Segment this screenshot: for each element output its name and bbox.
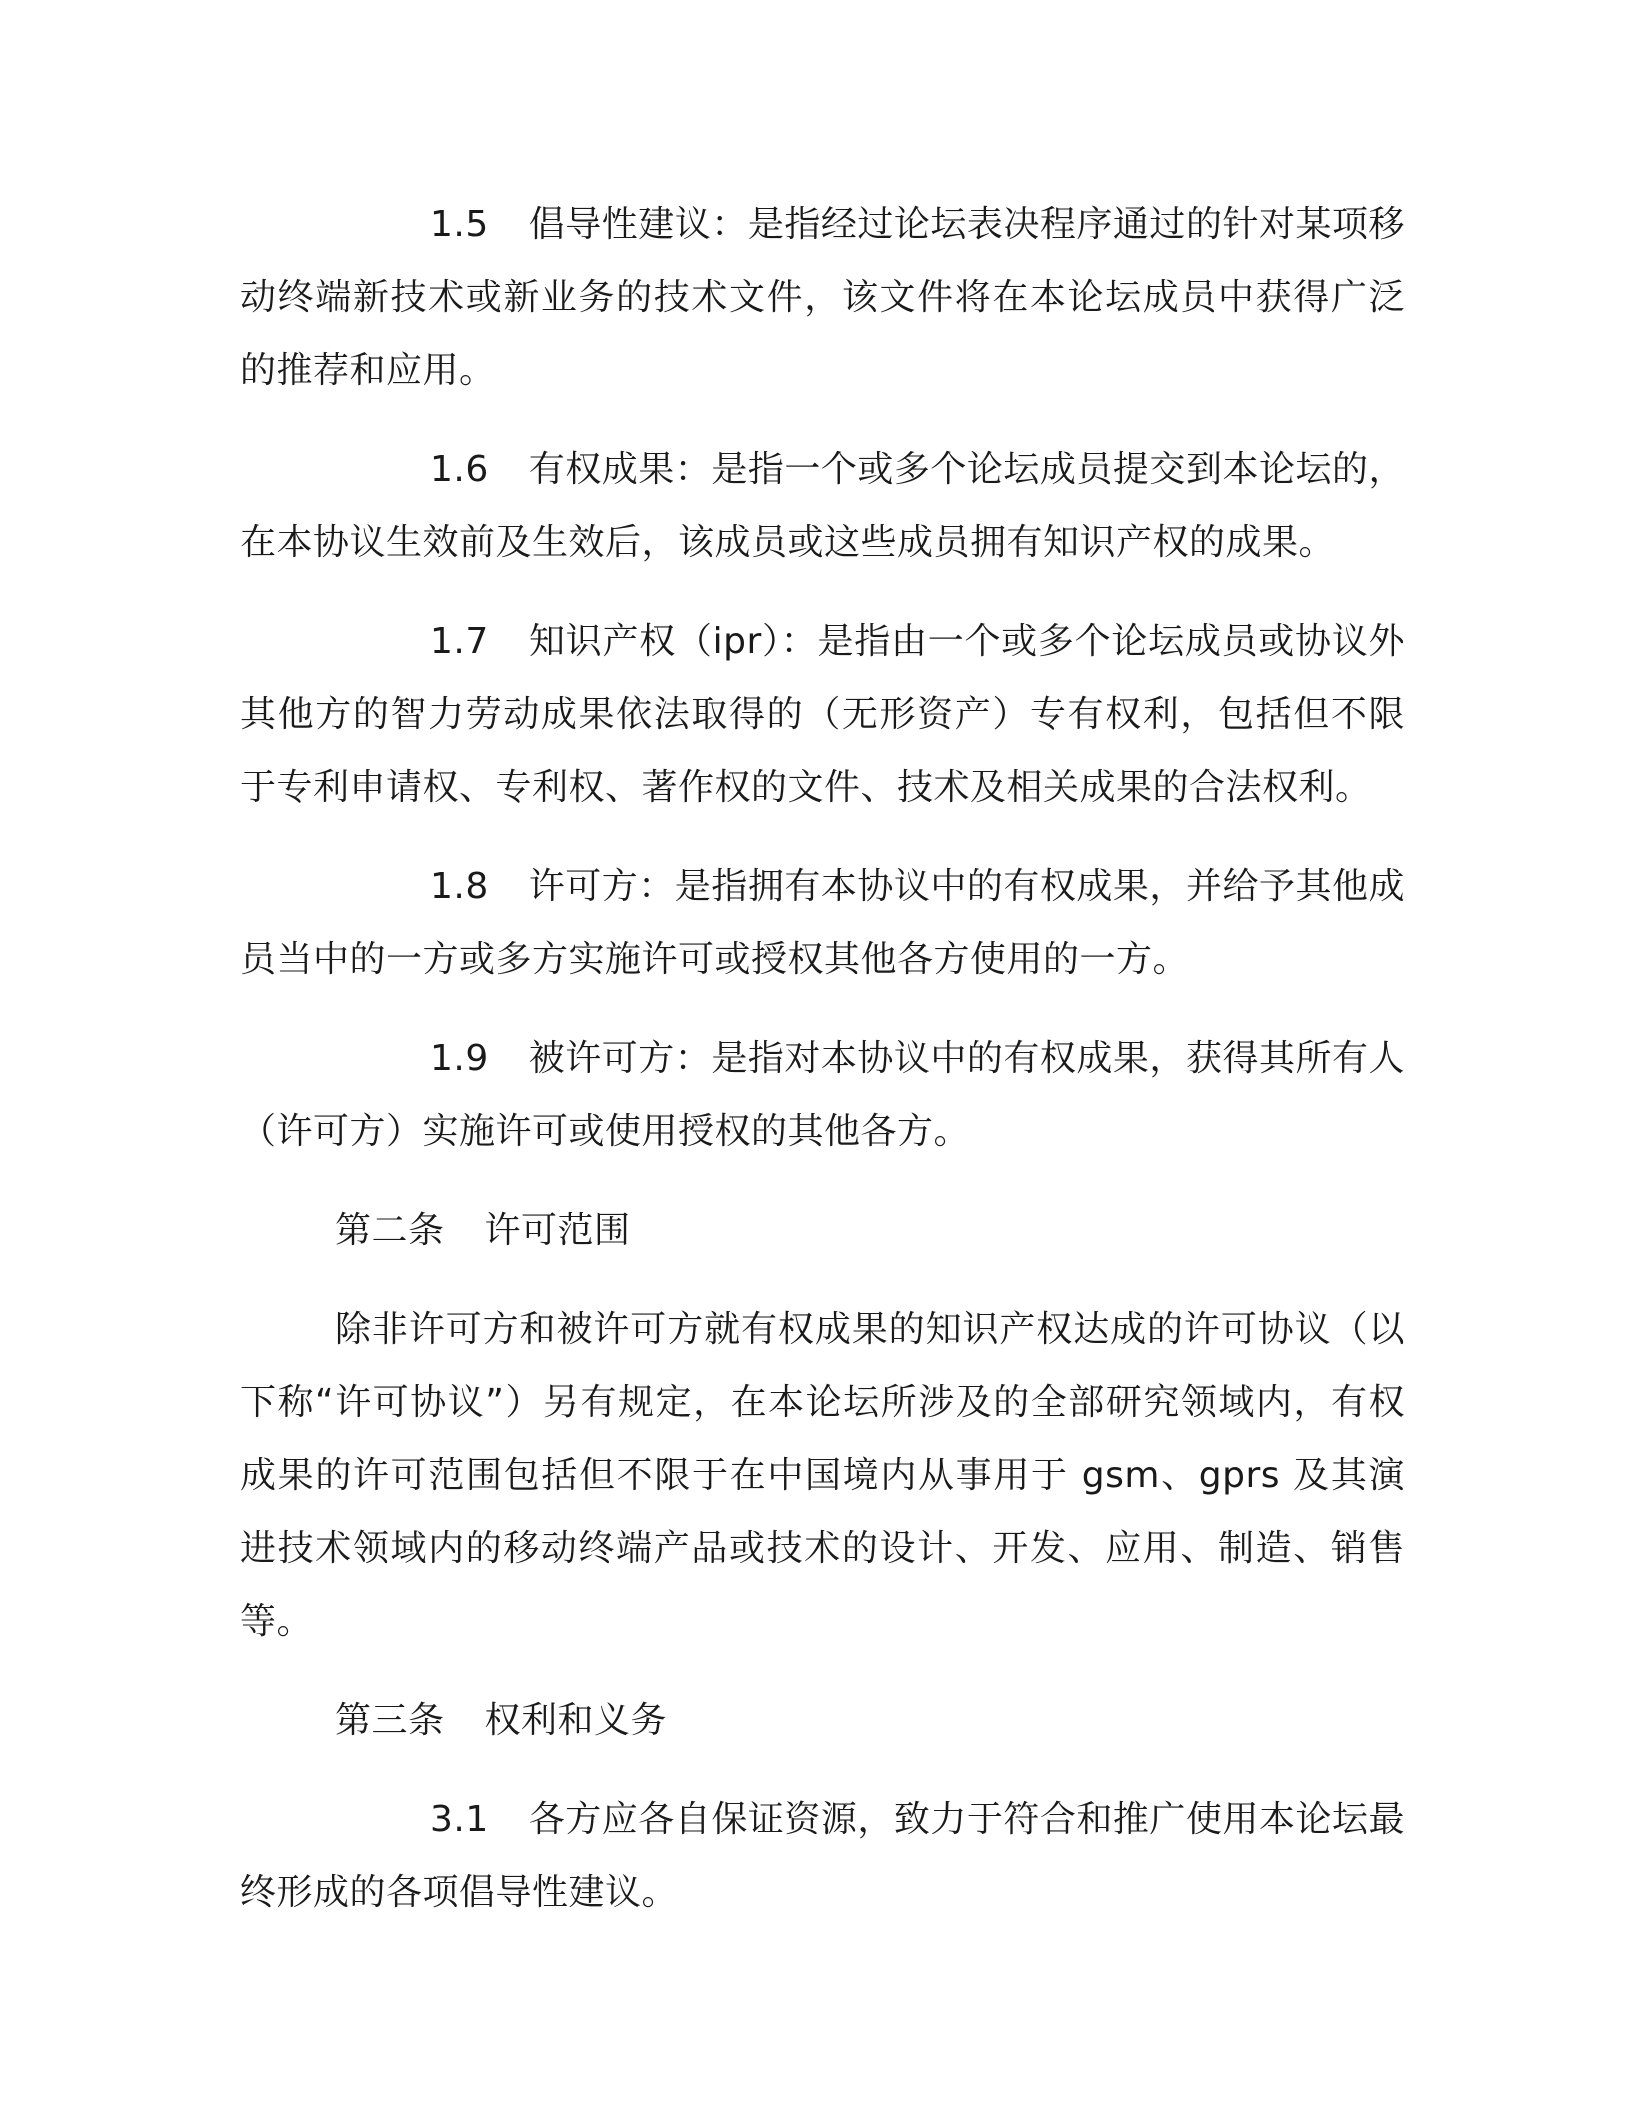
- clause-1-8: [240, 850, 1405, 996]
- article-3-heading: [240, 1684, 1405, 1757]
- clause-text: 有权成果：是指一个或多个论坛成员提交到本论坛的，在本协议生效前及生效后，该成员或这些成员拥有知识产权的成果。: [240, 449, 1405, 563]
- clause-text: 知识产权（ipr）：是指由一个或多个论坛成员或协议外其他方的智力劳动成果依法取得的（无形资产）专有权利，包括但不限于专利申请权、专利权、著作权的文件、技术及相关成果的合法权利。: [240, 621, 1405, 808]
- clause-number: 1.9: [430, 1038, 489, 1079]
- clause-number: 1.6: [430, 449, 489, 490]
- clause-number: 1.8: [430, 866, 489, 907]
- clause-text: 许可方：是指拥有本协议中的有权成果，并给予其他成员当中的一方或多方实施许可或授权其他各方使用的一方。: [240, 866, 1405, 980]
- clause-text: 被许可方：是指对本协议中的有权成果，获得其所有人（许可方）实施许可或使用授权的其他各方。: [240, 1038, 1405, 1152]
- clause-text: 倡导性建议：是指经过论坛表决程序通过的针对某项移动终端新技术或新业务的技术文件，该文件将在本论坛成员中获得广泛的推荐和应用。: [240, 204, 1405, 391]
- clause-1-5: [240, 188, 1405, 407]
- article-2-heading: [240, 1194, 1405, 1267]
- article-number: 第二条: [335, 1210, 445, 1251]
- clause-number: 3.1: [430, 1799, 489, 1840]
- clause-number: 1.5: [430, 204, 489, 245]
- clause-number: 1.7: [430, 621, 489, 662]
- clause-3-1: [240, 1783, 1405, 1929]
- article-2-body: 除非许可方和被许可方就有权成果的知识产权达成的许可协议（以下称“许可协议”）另有规定，在本论坛所涉及的全部研究领域内，有权成果的许可范围包括但不限于在中国境内从事用于 gsm、gprs 及其演进技术领域内的移动终端产品或技术的设计、开发、应用、制造、销售等。: [240, 1309, 1405, 1642]
- article-title: 权利和义务: [484, 1700, 668, 1741]
- document-body: [240, 188, 1405, 1955]
- clause-1-7: [240, 605, 1405, 824]
- clause-1-6: [240, 433, 1405, 579]
- clause-1-9: [240, 1022, 1405, 1168]
- article-title: 许可范围: [484, 1210, 631, 1251]
- clause-text: 各方应各自保证资源，致力于符合和推广使用本论坛最终形成的各项倡导性建议。: [240, 1799, 1405, 1913]
- article-number: 第三条: [335, 1700, 445, 1741]
